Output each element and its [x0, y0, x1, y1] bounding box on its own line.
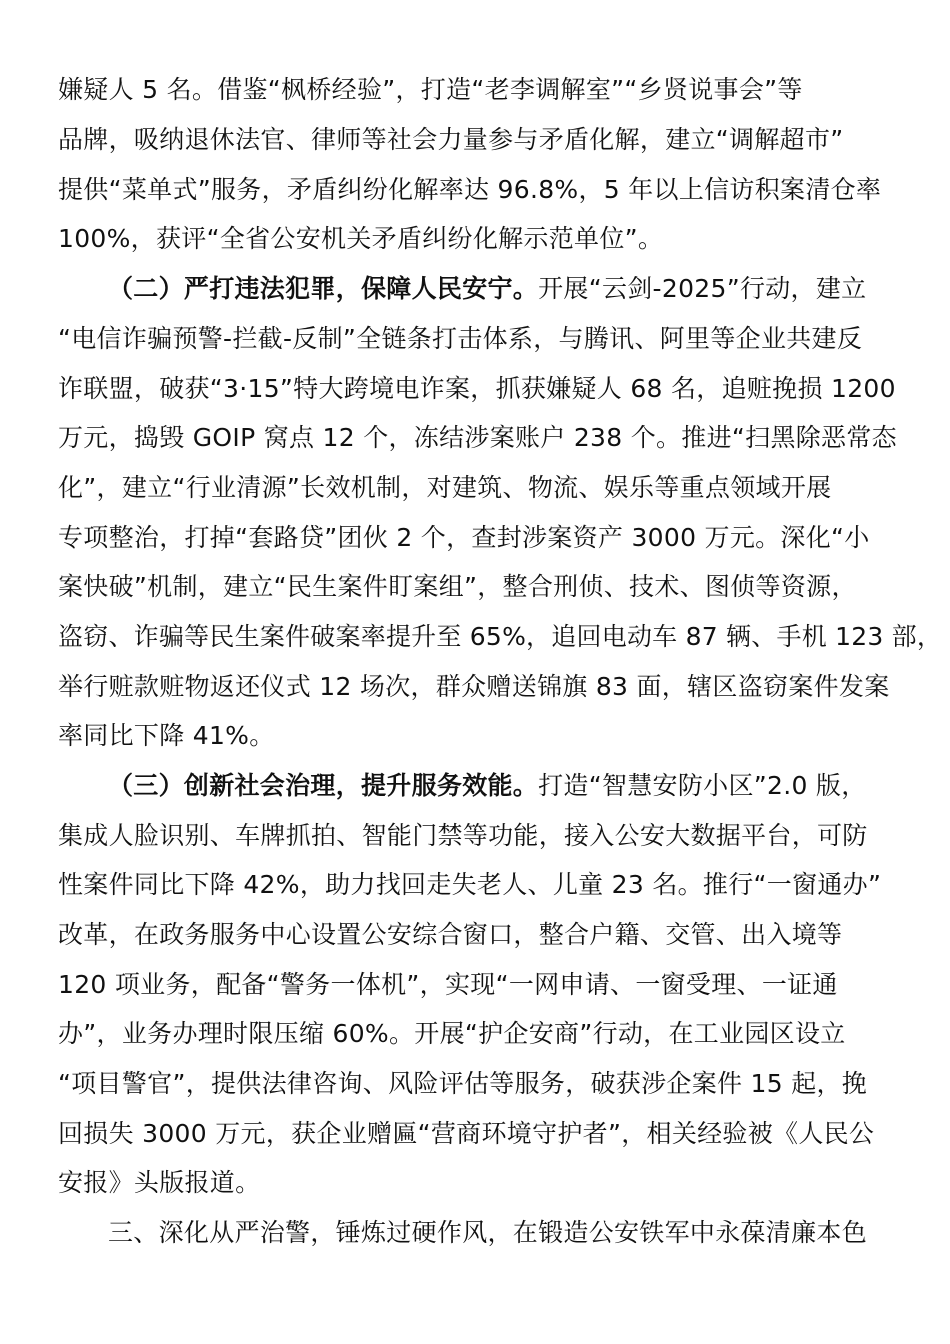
text-line: 提供“菜单式”服务，矛盾纠纷化解率达 96.8%，5 年以上信访积案清仓率 — [58, 175, 882, 204]
section-heading: 三、深化从严治警，锤炼过硬作风，在锻造公安铁军中永葆清廉本色 — [108, 1218, 868, 1247]
text-run: 开展“云剑-2025”行动，建立 — [538, 274, 867, 303]
paragraph-first-line — [108, 272, 866, 306]
text-line: 100%，获评“全省公安机关矛盾纠纷化解示范单位”。 — [58, 224, 664, 253]
subsection-heading: （三）创新社会治理，提升服务效能。 — [108, 771, 539, 800]
text-line: 万元，捣毁 GOIP 窝点 12 个，冻结涉案账户 238 个。推进“扫黑除恶常态 — [58, 423, 897, 452]
text-line: 专项整治，打掉“套路贷”团伙 2 个，查封涉案资产 3000 万元。深化“小 — [58, 523, 870, 552]
text-line: 举行赃款赃物返还仪式 12 场次，群众赠送锦旗 83 面，辖区盗窃案件发案 — [58, 672, 890, 701]
text-line: 办”，业务办理时限压缩 60%。开展“护企安商”行动，在工业园区设立 — [58, 1019, 846, 1048]
text-line: 案快破”机制，建立“民生案件盯案组”，整合刑侦、技术、图侦等资源， — [58, 572, 857, 601]
paragraph-first-line — [108, 769, 867, 803]
text-line: 性案件同比下降 42%，助力找回走失老人、儿童 23 名。推行“一窗通办” — [58, 870, 882, 899]
text-line: 诈联盟，破获“3·15”特大跨境电诈案，抓获嫌疑人 68 名，追赃挽损 1200 — [58, 374, 896, 403]
text-line: “项目警官”，提供法律咨询、风险评估等服务，破获涉企案件 15 起，挽 — [58, 1069, 868, 1098]
text-line: 回损失 3000 万元，获企业赠匾“营商环境守护者”，相关经验被《人民公 — [58, 1119, 875, 1148]
text-line: 品牌，吸纳退休法官、律师等社会力量参与矛盾化解，建立“调解超市” — [58, 125, 844, 154]
text-run: 打造“智慧安防小区”2.0 版， — [538, 771, 867, 800]
text-line: 盗窃、诈骗等民生案件破案率提升至 65%，追回电动车 87 辆、手机 123 部， — [58, 622, 943, 651]
text-line: 嫌疑人 5 名。借鉴“枫桥经验”，打造“老李调解室”“乡贤说事会”等 — [58, 75, 803, 104]
text-line: 改革，在政务服务中心设置公安综合窗口，整合户籍、交管、出入境等 — [58, 920, 843, 949]
text-line: “电信诈骗预警-拦截-反制”全链条打击体系，与腾讯、阿里等企业共建反 — [58, 324, 863, 353]
text-line: 安报》头版报道。 — [58, 1168, 261, 1197]
text-line: 化”，建立“行业清源”长效机制，对建筑、物流、娱乐等重点领域开展 — [58, 473, 832, 502]
text-line: 120 项业务，配备“警务一体机”，实现“一网申请、一窗受理、一证通 — [58, 970, 838, 999]
text-line: 集成人脸识别、车牌抓拍、智能门禁等功能，接入公安大数据平台，可防 — [58, 821, 868, 850]
subsection-heading: （二）严打违法犯罪，保障人民安宁。 — [108, 274, 539, 303]
text-line: 率同比下降 41%。 — [58, 721, 275, 750]
